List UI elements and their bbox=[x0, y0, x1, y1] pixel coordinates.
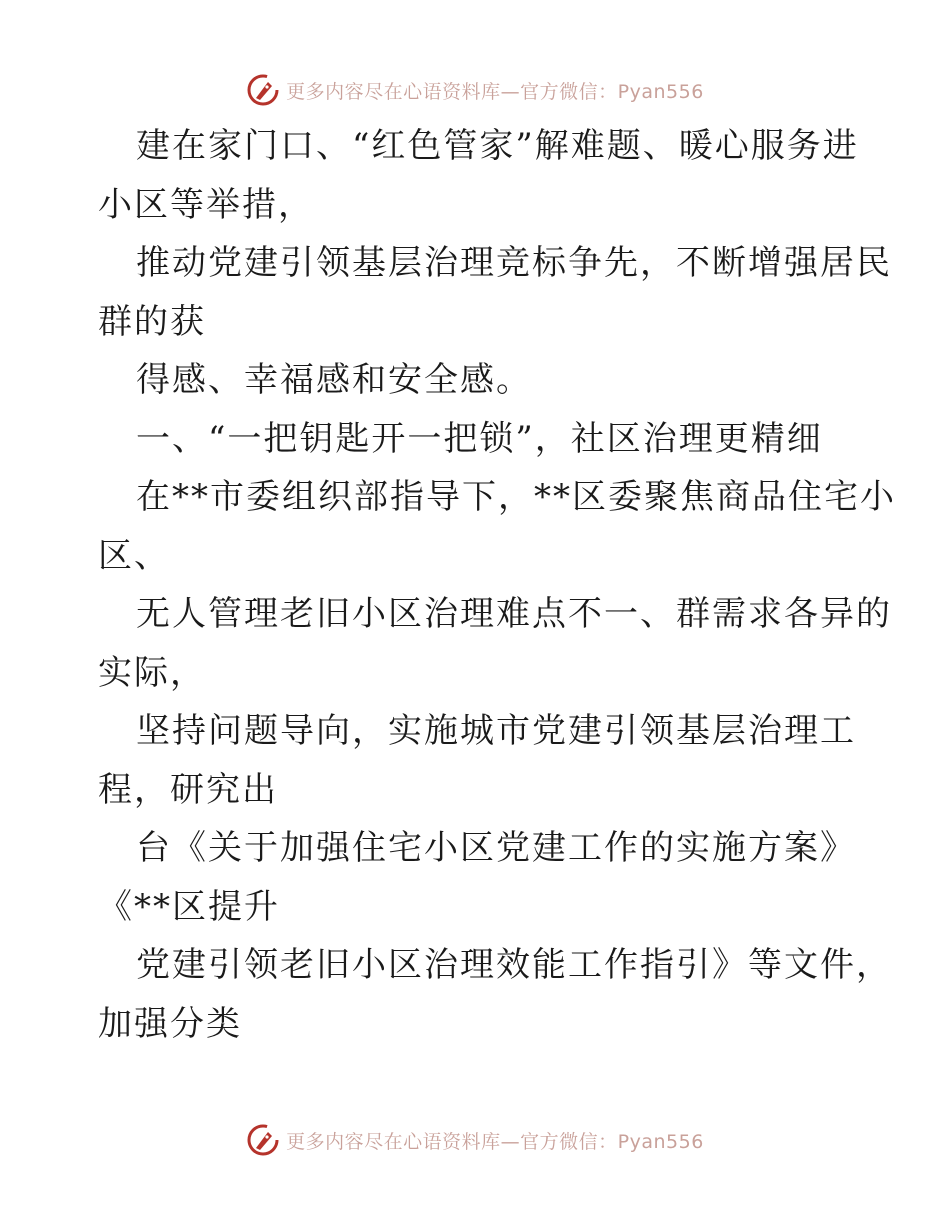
paragraph-line: 党建引领老旧小区治理效能工作指引》等文件， bbox=[136, 945, 892, 985]
paragraph-line: 在**市委组织部指导下，**区委聚焦商品住宅小 bbox=[136, 477, 896, 517]
paragraph-line: 推动党建引领基层治理竞标争先，不断增强居民 bbox=[136, 243, 892, 283]
paragraph-line: 小区等举措， bbox=[98, 184, 314, 225]
paragraph-line: 一、“一把钥匙开一把锁”，社区治理更精细 bbox=[136, 418, 823, 459]
paragraph-line: 程，研究出 bbox=[98, 769, 278, 810]
paragraph-line: 加强分类 bbox=[98, 1003, 242, 1044]
paragraph-line: 台《关于加强住宅小区党建工作的实施方案》 bbox=[136, 828, 856, 868]
paragraph-line: 群的获 bbox=[98, 301, 206, 342]
footer-watermark bbox=[0, 1120, 950, 1160]
watermark-text: 更多内容尽在心语资料库—官方微信：Pyan556 bbox=[286, 80, 704, 103]
paragraph-line: 坚持问题导向，实施城市党建引领基层治理工 bbox=[136, 711, 856, 751]
paragraph-line: 建在家门口、“红色管家”解难题、暖心服务进 bbox=[136, 126, 859, 166]
paragraph-line: 无人管理老旧小区治理难点不一、群需求各异的 bbox=[136, 594, 892, 634]
paragraph-line: 区、 bbox=[98, 535, 170, 576]
header-watermark bbox=[0, 70, 950, 110]
pen-nib-logo-icon bbox=[246, 1123, 280, 1157]
pen-nib-logo-icon bbox=[246, 73, 280, 107]
document-body bbox=[98, 117, 896, 1053]
paragraph-line: 得感、幸福感和安全感。 bbox=[136, 360, 532, 400]
paragraph-line: 实际， bbox=[98, 652, 206, 693]
paragraph-line: 《**区提升 bbox=[98, 886, 280, 927]
watermark-text: 更多内容尽在心语资料库—官方微信：Pyan556 bbox=[286, 1130, 704, 1153]
